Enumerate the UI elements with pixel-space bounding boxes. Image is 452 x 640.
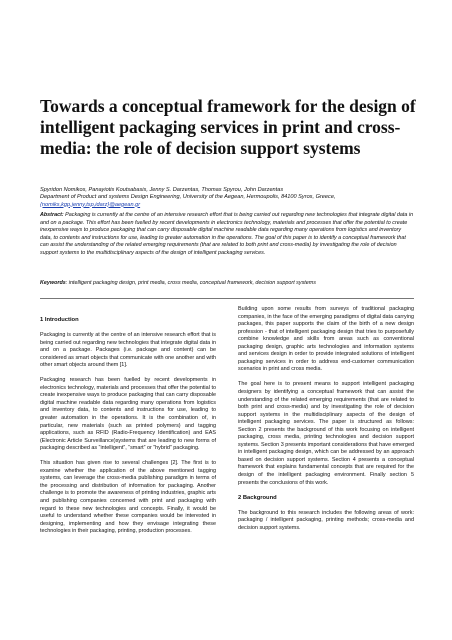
section-1-heading: 1 Introduction xyxy=(40,317,79,323)
body-paragraph: This situation has given rise to several challenges [2]. The first is to examine whether the application of the above mentioned tagging systems, can leverage the cross-media publishing paradigm in terms of the processing and distribution of information for packaging. Another challenge is to promote the awareness of printing industries, graphic arts and publishing companies concerned with print and packaging with regard to these new technologies and concepts. Finally, it would be useful to understand whether these companies would be interested in designing, implementing and how they envisage integrating these technologies in their packaging, printing, production processes. xyxy=(40,460,216,535)
section-divider xyxy=(40,298,414,299)
keywords xyxy=(40,280,414,287)
author-block xyxy=(40,187,420,209)
body-paragraph: The background to this research includes the following areas of work: packaging / intelligent packaging, printing methods; cross-media and decision support systems. xyxy=(238,509,414,531)
keywords-text: : intelligent packaging design, print media, cross media, conceptual framework, decision support systems xyxy=(65,280,316,286)
author-list: Spyridon Nomikos, Panayiotis Koutsabasis, Jenny S. Darzentas, Thomas Spyrou, John Darzentas xyxy=(40,187,284,193)
body-paragraph: Packaging research has been fuelled by recent developments in electronics technology, materials and processes that offer the potential to create inexpensive ways to produce packaging that can carry disposable digital machine readable data regarding many operations from logistics and inventory data, to contents and instructions for use, leading to greater automation in the operations. It is the combination of, in particular, new materials (such as printed polymers) and tagging applications, such as RFID (Radio-Frequency Identification) and EAS (Electronic Article Surveillance)systems that are leading to new forms of packaging described as “intelligent”, “smart” or “hybrid” packaging. xyxy=(40,377,216,452)
abstract-text: Packaging is currently at the centre of an intensive research effort that is being carried out regarding new technologies that integrate digital data in and on a package. This effort has been fuelled by recent developments in electronics technology, materials and processes that offer the potential to create inexpensive ways to produce packaging that can carry disposable digital machine readable data regarding many operations from logistics and inventory data, to contents and instructions for use, leading to greater automation in the operations. The goal of this paper is to identify a conceptual framework that can assist the understanding of the related emerging requirements (that are related to both print and cross-media) by investigating the role of decision support systems to the multidisciplinary aspects of the design of intelligent packaging services. xyxy=(40,212,414,256)
abstract xyxy=(40,212,414,257)
right-column xyxy=(238,306,414,540)
body-paragraph: Building upon some results from surveys of traditional packaging companies, in the face of the emerging paradigms of digital data carrying packages, this paper supports the claim of the birth of a new design profession - that of intelligent packaging design that tries to purposefully combine knowledge and skills from areas such as conventional packaging design, graphic arts technologies and information systems and services design in order to provide integrated solutions of intelligent packaging services in order to address end-customer communication scenarios in print and cross media. xyxy=(238,306,414,373)
body-paragraph: Packaging is currently at the centre of an intensive research effort that is being carried out regarding new technologies that integrate digital data in and on a package. Packages (i.e. package and content) can be considered as smart objects that communicate with one another and with other smart objects around them [1]. xyxy=(40,332,216,369)
section-2-heading: 2 Background xyxy=(238,494,277,501)
body-paragraph: The goal here is to present means to support intelligent packaging designers by identifying a conceptual framework that can assist the understanding of the related emerging requirements (that are related to both print and cross-media) and by investigating the role of decision support systems in the multidisciplinary aspects of the design of intelligent packaging services. The paper is structured as follows: Section 2 presents the background of this work focusing on intelligent packaging, cross media, printing technologies and decision support systems. Section 3 presents important considerations that have emerged in intelligent packaging design, which can be addressed by an approach based on decision support systems. Section 4 presents a conceptual framework that explains fundamental concepts that are required for the design of the intelligent packaging environment. Finally section 5 presents the conclusions of this work. xyxy=(238,381,414,486)
keywords-label: Keywords xyxy=(40,280,66,286)
author-affiliation: Department of Product and systems Design Engineering, University of the Aegean, Hermoupolis, 84100 Syros, Greece, xyxy=(40,194,336,201)
paper-title: Towards a conceptual framework for the design of intelligent packaging services in print and cross-media: the role of decision support systems xyxy=(40,96,416,158)
abstract-label: Abstract: xyxy=(40,212,64,218)
author-email-link[interactable]: {nomiks,kgp,jenny,tsp,idarz}@aegean.gr xyxy=(40,201,141,208)
left-column xyxy=(40,311,216,543)
